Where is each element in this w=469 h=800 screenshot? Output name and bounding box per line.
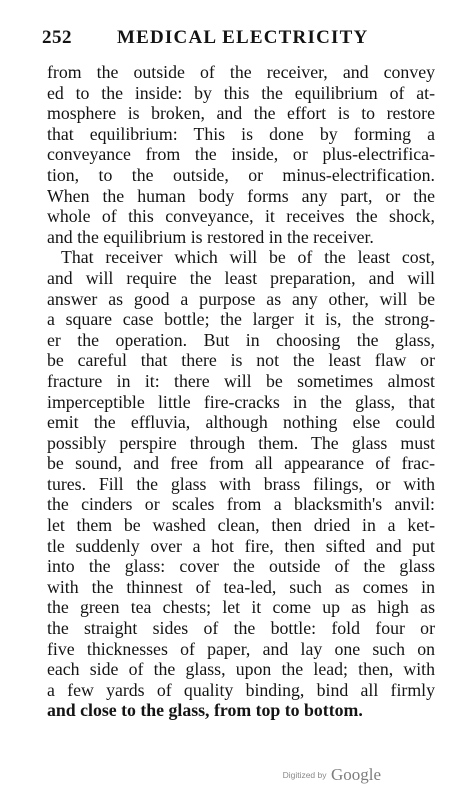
text-line: and close to the glass, from top to bottom. (47, 700, 363, 721)
text-line: conveyance from the inside, or plus-electrifica- (47, 144, 435, 165)
text-line: the straight sides of the bottle: fold four or (47, 618, 435, 639)
google-logo: Google (330, 765, 381, 784)
text-line: emit the effluvia, although nothing else could (47, 412, 435, 433)
text-line: mosphere is broken, and the effort is to restore (47, 103, 435, 124)
page-number: 252 (42, 27, 72, 48)
digitized-watermark (283, 765, 381, 785)
text-line: that equilibrium: This is done by forming a (47, 123, 435, 144)
text-line: be sound, and free from all appearance of frac- (47, 453, 435, 474)
text-line: from the outside of the receiver, and convey (47, 62, 435, 82)
text-line: fracture in it: there will be sometimes almost (47, 370, 435, 391)
text-line: each side of the glass, upon the lead; then, with (47, 659, 435, 680)
paragraph-1 (47, 62, 435, 247)
text-line: tle suddenly over a hot fire, then sifted and put (47, 535, 435, 556)
text-line: answer as good a purpose as any other, will be (47, 288, 435, 309)
text-line: the green tea chests; let it come up as high as (47, 597, 435, 618)
text-line: possibly perspire through them. The glass must (47, 432, 435, 453)
digitized-by-text: Digitized by (282, 770, 327, 780)
text-line: with the thinnest of tea-led, such as comes in (47, 576, 435, 597)
text-line: That receiver which will be of the least cost, (61, 247, 435, 268)
text-line: ed to the inside: by this the equilibrium of at- (47, 82, 435, 103)
page-header (42, 27, 430, 49)
text-line: the cinders or scales from a blacksmith's anvil: (47, 494, 435, 515)
text-line: and will require the least preparation, and will (47, 267, 435, 288)
text-line: be careful that there is not the least flaw or (47, 350, 435, 371)
text-line: a few yards of quality binding, bind all firmly (47, 679, 435, 700)
text-line: whole of this conveyance, it receives the shock, (47, 206, 435, 227)
paragraph-2 (47, 247, 435, 721)
text-line: tures. Fill the glass with brass filings, or with (47, 473, 435, 494)
text-line: er the operation. But in choosing the glass, (47, 329, 435, 350)
running-head: MEDICAL ELECTRICITY (117, 27, 369, 48)
text-line: When the human body forms any part, or the (47, 185, 435, 206)
text-line: imperceptible little fire-cracks in the glass, that (47, 391, 435, 412)
text-line: tion, to the outside, or minus-electrification. (47, 164, 435, 185)
text-line: into the glass: cover the outside of the glass (47, 556, 435, 577)
text-line: let them be washed clean, then dried in a ket- (47, 515, 435, 536)
text-line: and the equilibrium is restored in the receiver. (47, 226, 374, 247)
text-line: a square case bottle; the larger it is, the strong- (47, 309, 435, 330)
body-text (47, 62, 435, 721)
text-line: five thicknesses of paper, and lay one such on (47, 638, 435, 659)
